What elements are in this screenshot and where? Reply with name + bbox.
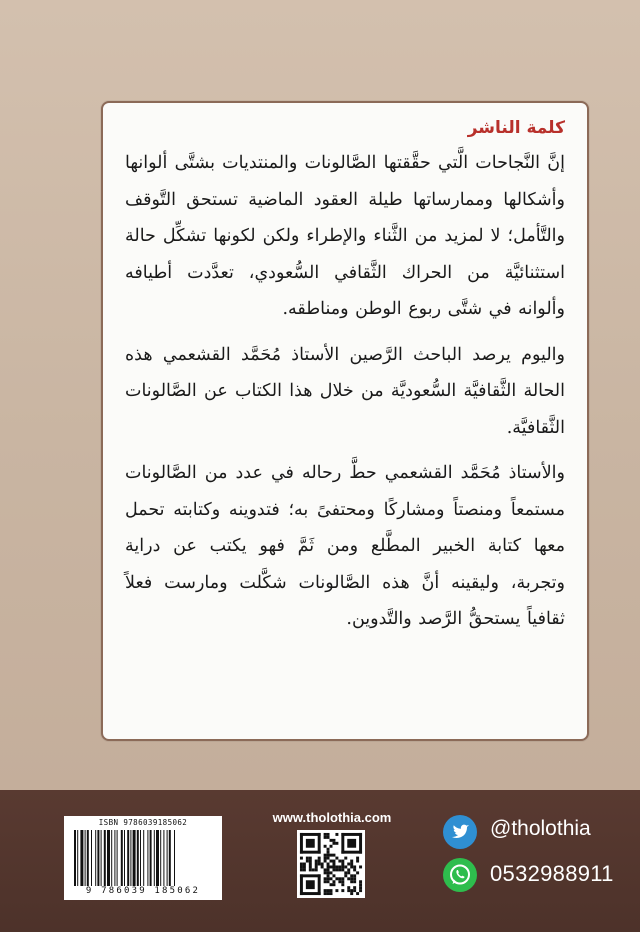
paragraph-1: إنَّ النَّجاحات الَّتي حقَّقتها الصَّالونات والمنتديات بشتَّى ألوانها وأشكالها وممارساتها طيلة العقود الماضية تستحق التَّوقف والتَّأمل؛ لا لمزيد من الثَّناء والإطراء ولكن لكونها تشكِّل حالة استثنائيَّة من الحراك الثَّقافي السُّعودي، تعدَّدت أطيافه وألوانه في شتَّى ربوع الوطن ومناطقه. — [125, 153, 565, 319]
website-link[interactable]: www.tholothia.com — [272, 810, 392, 825]
phone-number[interactable]: 0532988911 — [490, 861, 614, 886]
paragraph-2: واليوم يرصد الباحث الرَّصين الأستاذ مُحَمَّد القشعمي هذه الحالة الثَّقافيَّة السُّعوديَّة من خلال هذا الكتاب عن الصَّالونات الثَّقافيَّة. — [125, 344, 565, 438]
qr-code — [297, 830, 365, 898]
twitter-handle[interactable]: @tholothia — [490, 817, 591, 840]
qr-code-pattern — [297, 830, 365, 898]
paragraph-3: والأستاذ مُحَمَّد القشعمي حطَّ رحاله في عدد من الصَّالونات مستمعاً ومنصتاً ومشاركًا ومحتفىً به؛ فتدوينه وكتابته تحمل معها كتابة الخبير المطَّلع ومن ثَمَّ فهو يكتب عن دراية وتجربة، وليقينه أنَّ هذه الصَّالونات شكَّلت ومارست فعلاً ثقافياً يستحقُّ الرَّصد والتَّدوين. — [125, 463, 565, 629]
isbn-digits: 9 786039 185062 — [85, 886, 201, 896]
twitter-bird-icon[interactable] — [443, 815, 477, 849]
whatsapp-phone-icon[interactable] — [443, 858, 477, 892]
isbn-barcode — [64, 816, 222, 900]
publisher-note-card — [101, 101, 589, 741]
isbn-label: ISBN 9786039185062 — [98, 818, 188, 827]
barcode-bars — [72, 830, 214, 886]
publisher-note-title: كلمة الناشر — [467, 118, 565, 138]
